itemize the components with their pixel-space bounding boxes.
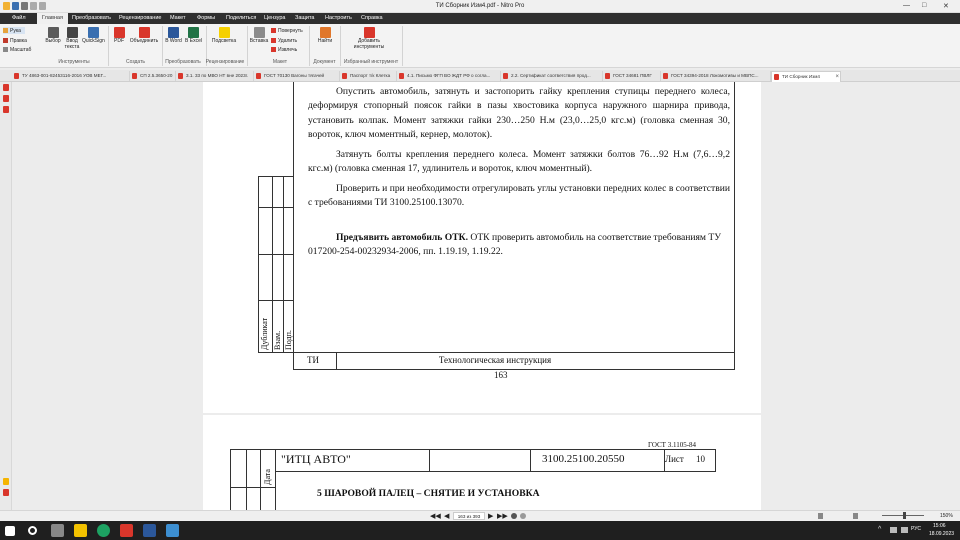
menu-review[interactable]: Рецензирование bbox=[119, 15, 162, 21]
pdf-icon bbox=[256, 73, 261, 79]
stamp-label-duplicate: Дубликат bbox=[260, 317, 269, 350]
tab-document[interactable]: 4.1. Письмо ФГП ВО ЖДТ РФ о согла... bbox=[397, 71, 501, 81]
app-icon[interactable] bbox=[166, 524, 179, 537]
menu-share[interactable]: Поделиться bbox=[226, 15, 257, 21]
frame-line bbox=[258, 207, 294, 208]
view-mode-buttons[interactable] bbox=[818, 513, 858, 519]
tab-document[interactable]: ТУ 4863-001-82453116-2016 УОВ МЕГ... bbox=[12, 71, 130, 81]
delete-icon bbox=[271, 38, 276, 43]
bookmarks-panel-icon[interactable] bbox=[3, 95, 9, 102]
rotate-button[interactable]: Повернуть bbox=[271, 27, 303, 34]
search-icon[interactable] bbox=[28, 526, 37, 535]
menu-home[interactable]: Главная bbox=[37, 13, 68, 24]
menu-convert[interactable]: Преобразовать bbox=[72, 15, 112, 21]
sheet-label: Лист bbox=[665, 454, 684, 464]
file-explorer-icon[interactable] bbox=[74, 524, 87, 537]
add-tool-icon bbox=[364, 27, 375, 38]
page-number: 163 bbox=[494, 370, 508, 380]
frame-line bbox=[293, 82, 294, 370]
frame-line bbox=[230, 487, 276, 488]
frame-line bbox=[734, 82, 735, 370]
chrome-icon[interactable] bbox=[97, 524, 110, 537]
combine-button[interactable]: Объединить bbox=[128, 27, 160, 45]
gost-reference: ГОСТ 3.1105-84 bbox=[648, 441, 697, 449]
sheet-number: 10 bbox=[696, 454, 705, 464]
pdf-icon bbox=[503, 73, 508, 79]
language-indicator[interactable]: РУС bbox=[911, 526, 922, 532]
network-icon[interactable] bbox=[890, 527, 897, 533]
bold-lead: Предъявить автомобиль ОТК. bbox=[336, 232, 468, 243]
nitro-pro-icon[interactable] bbox=[120, 524, 133, 537]
delete-page-button[interactable]: Удалить bbox=[271, 37, 297, 44]
maximize-icon[interactable]: □ bbox=[922, 2, 927, 9]
pdf-icon bbox=[114, 27, 125, 38]
left-panel bbox=[0, 82, 12, 510]
frame-line bbox=[230, 449, 716, 450]
pdf-icon bbox=[399, 73, 404, 79]
page-number-input[interactable]: 163 из 393 bbox=[453, 512, 485, 520]
pdf-icon bbox=[178, 73, 183, 79]
group-label-tools: Инструменты bbox=[58, 59, 90, 65]
group-label-create: Создать bbox=[125, 59, 145, 65]
tab-document[interactable]: 2.2. Сертификат соответствия прод... bbox=[501, 71, 603, 81]
status-bar bbox=[0, 510, 960, 521]
frame-line bbox=[258, 300, 294, 301]
pdf-icon bbox=[14, 73, 19, 79]
document-viewer[interactable] bbox=[12, 82, 960, 510]
frame-line bbox=[272, 176, 273, 352]
pdf-icon bbox=[774, 74, 779, 80]
window-title: ТИ Сборник Изм4.pdf - Nitro Pro bbox=[435, 3, 525, 9]
task-view-icon[interactable] bbox=[51, 524, 64, 537]
frame-line bbox=[293, 352, 735, 353]
group-label-favorite: Избранный инструмент bbox=[343, 59, 399, 65]
first-page-icon[interactable]: ◀◀ bbox=[430, 513, 441, 520]
paragraph-tighten-bolts: Затянуть болты крепления переднего колеса. Момент затяжки болтов 76…92 Н.м (7,6…9,2 кгс.м) (головка сменная 17, удлинитель и вороток, ключ моментный). bbox=[308, 149, 730, 175]
tab-document[interactable]: ГОСТ 34394-2018 Локомотивы и МВПС... bbox=[661, 71, 771, 81]
paragraph-present-otk: Предъявить автомобиль ОТК. ОТК проверить автомобиль на соответствие требованиям ТУ 017200-254-00232934-2006, пп. 1.19.19, 1.19.22. bbox=[308, 232, 722, 258]
stamp-label-replace: Взам. bbox=[273, 330, 282, 350]
group-label-review: Рецензирование bbox=[205, 59, 245, 65]
comments-panel-icon[interactable] bbox=[3, 106, 9, 113]
excel-icon bbox=[188, 27, 199, 38]
stamp-label-sign: Подп. bbox=[284, 330, 293, 350]
create-pdf-button[interactable]: PDF bbox=[111, 27, 127, 45]
find-icon bbox=[320, 27, 331, 38]
tray-chevron-icon[interactable]: ^ bbox=[878, 526, 882, 533]
frame-line bbox=[293, 369, 735, 370]
zoom-level: 150% bbox=[940, 513, 953, 519]
extract-button[interactable]: Извлечь bbox=[271, 46, 297, 53]
pdf-icon bbox=[663, 73, 668, 79]
highlight-button[interactable]: Подсветка bbox=[208, 27, 240, 45]
frame-line bbox=[258, 176, 259, 352]
menu-censor[interactable]: Цензура bbox=[264, 15, 286, 21]
zoom-icon bbox=[3, 47, 8, 52]
document-code: 3100.25100.20550 bbox=[542, 453, 625, 465]
combine-icon bbox=[139, 27, 150, 38]
frame-line bbox=[258, 254, 294, 255]
clock-date[interactable]: 18.09.2023 bbox=[929, 531, 955, 537]
tab-document[interactable]: ГОСТ 70130 Вагоны тягачей bbox=[254, 71, 340, 81]
zoom-slider-handle[interactable] bbox=[903, 512, 906, 519]
menu-help[interactable]: Справка bbox=[361, 15, 383, 21]
prev-page-icon[interactable]: ◀ bbox=[444, 513, 450, 520]
zoom-tool-button[interactable]: Масштаб bbox=[3, 46, 31, 53]
minimize-icon[interactable]: — bbox=[903, 2, 910, 9]
menu-layout[interactable]: Макет bbox=[170, 15, 186, 21]
ribbon bbox=[0, 24, 960, 68]
company-name: "ИТЦ АВТО" bbox=[281, 452, 351, 466]
pdf-page-163 bbox=[203, 82, 761, 413]
last-page-icon[interactable]: ▶▶ bbox=[497, 513, 508, 520]
insert-page-icon bbox=[254, 27, 265, 38]
edit-tool-button[interactable]: Правка bbox=[3, 37, 27, 44]
to-word-button[interactable]: В Word bbox=[164, 27, 183, 45]
footer-code: ТИ bbox=[307, 355, 319, 365]
cursor-icon bbox=[48, 27, 59, 38]
frame-line bbox=[258, 176, 294, 177]
edit-icon bbox=[3, 38, 8, 43]
volume-icon[interactable] bbox=[901, 527, 908, 533]
start-icon[interactable] bbox=[5, 526, 15, 536]
group-label-layout: Макет bbox=[272, 59, 288, 65]
menu-customize[interactable]: Настроить bbox=[325, 15, 352, 21]
menu-forms[interactable]: Формы bbox=[197, 15, 216, 21]
highlight-icon bbox=[219, 27, 230, 38]
frame-line bbox=[258, 352, 294, 353]
hand-icon bbox=[3, 28, 8, 33]
back-icon[interactable] bbox=[511, 513, 517, 519]
group-label-convert: Преобразовать bbox=[165, 59, 201, 65]
stamp-label-date: Дата bbox=[263, 469, 272, 485]
frame-line bbox=[530, 449, 531, 471]
find-button[interactable]: Найти bbox=[314, 27, 336, 45]
pdf-icon bbox=[132, 73, 137, 79]
type-text-button[interactable]: Ввод текста bbox=[63, 27, 81, 50]
group-label-document: Документ bbox=[313, 59, 336, 65]
word-icon bbox=[168, 27, 179, 38]
menu-file[interactable]: Файл bbox=[12, 15, 26, 21]
tab-document[interactable]: Паспорт т/к Клетка bbox=[340, 71, 397, 81]
tab-active-document[interactable]: ТИ Сборник Изм4 × bbox=[771, 71, 841, 82]
group-separator bbox=[247, 26, 248, 66]
to-excel-button[interactable]: В Excel bbox=[184, 27, 203, 45]
signature-icon bbox=[88, 27, 99, 38]
forward-icon[interactable] bbox=[520, 513, 526, 519]
frame-line bbox=[283, 176, 284, 352]
clock-time[interactable]: 15:06 bbox=[933, 523, 946, 529]
paragraph-lower-vehicle: Опустить автомобиль, затянуть и застопорить гайку крепления ступицы переднего колеса, деформируя стопорный поясок гайки в пазы хвостовика корпуса наружного шарнира привода, установить колпак. Момент затяжки гайки 230…250 Н.м (23,0…25,0 кгс.м) (головка сменная 30, вороток, ключ моментный, кернер, молоток). bbox=[308, 86, 730, 140]
footer-title: Технологическая инструкция bbox=[438, 355, 552, 365]
comments-side-icon[interactable] bbox=[3, 478, 9, 485]
tab-document[interactable]: 3.1. 33 по МВО НТ вне 2023г. bbox=[176, 71, 254, 81]
pdf-icon bbox=[605, 73, 610, 79]
text-icon bbox=[67, 27, 78, 38]
extract-icon bbox=[271, 47, 276, 52]
select-button[interactable]: Выбор bbox=[44, 27, 62, 45]
close-icon[interactable]: ✕ bbox=[943, 3, 949, 10]
section-heading: 5 ШАРОВОЙ ПАЛЕЦ – СНЯТИЕ И УСТАНОВКА bbox=[317, 488, 540, 499]
frame-line bbox=[715, 449, 716, 471]
menu-bar bbox=[0, 13, 960, 24]
close-tab-icon[interactable]: × bbox=[835, 74, 839, 80]
group-separator bbox=[108, 26, 109, 66]
rotate-icon bbox=[271, 28, 276, 33]
hand-tool-button[interactable]: Рука bbox=[3, 27, 25, 34]
frame-line bbox=[429, 449, 430, 471]
taskbar bbox=[0, 521, 960, 540]
group-separator bbox=[402, 26, 403, 66]
pdf-icon bbox=[342, 73, 347, 79]
next-page-icon[interactable]: ▶ bbox=[488, 513, 494, 520]
document-tabs bbox=[0, 70, 960, 82]
frame-line bbox=[275, 471, 716, 472]
tab-document[interactable]: ГОСТ 34681 ПВЛГ bbox=[603, 71, 661, 81]
tab-document[interactable]: СП 2.5.3650-20 bbox=[130, 71, 176, 81]
paragraph-check-angles: Проверить и при необходимости отрегулировать углы установки передних колес в соответствии с требованиями ТИ 3100.25100.13070. bbox=[308, 183, 730, 209]
quicksign-button[interactable]: QuickSign bbox=[82, 27, 104, 45]
attachments-icon[interactable] bbox=[3, 489, 9, 496]
add-tools-button[interactable]: Добавить инструменты bbox=[346, 27, 392, 50]
word-icon[interactable] bbox=[143, 524, 156, 537]
title-bar bbox=[0, 0, 960, 13]
insert-button[interactable]: Вставка bbox=[249, 27, 269, 45]
pages-panel-icon[interactable] bbox=[3, 84, 9, 91]
menu-protect[interactable]: Защита bbox=[295, 15, 315, 21]
